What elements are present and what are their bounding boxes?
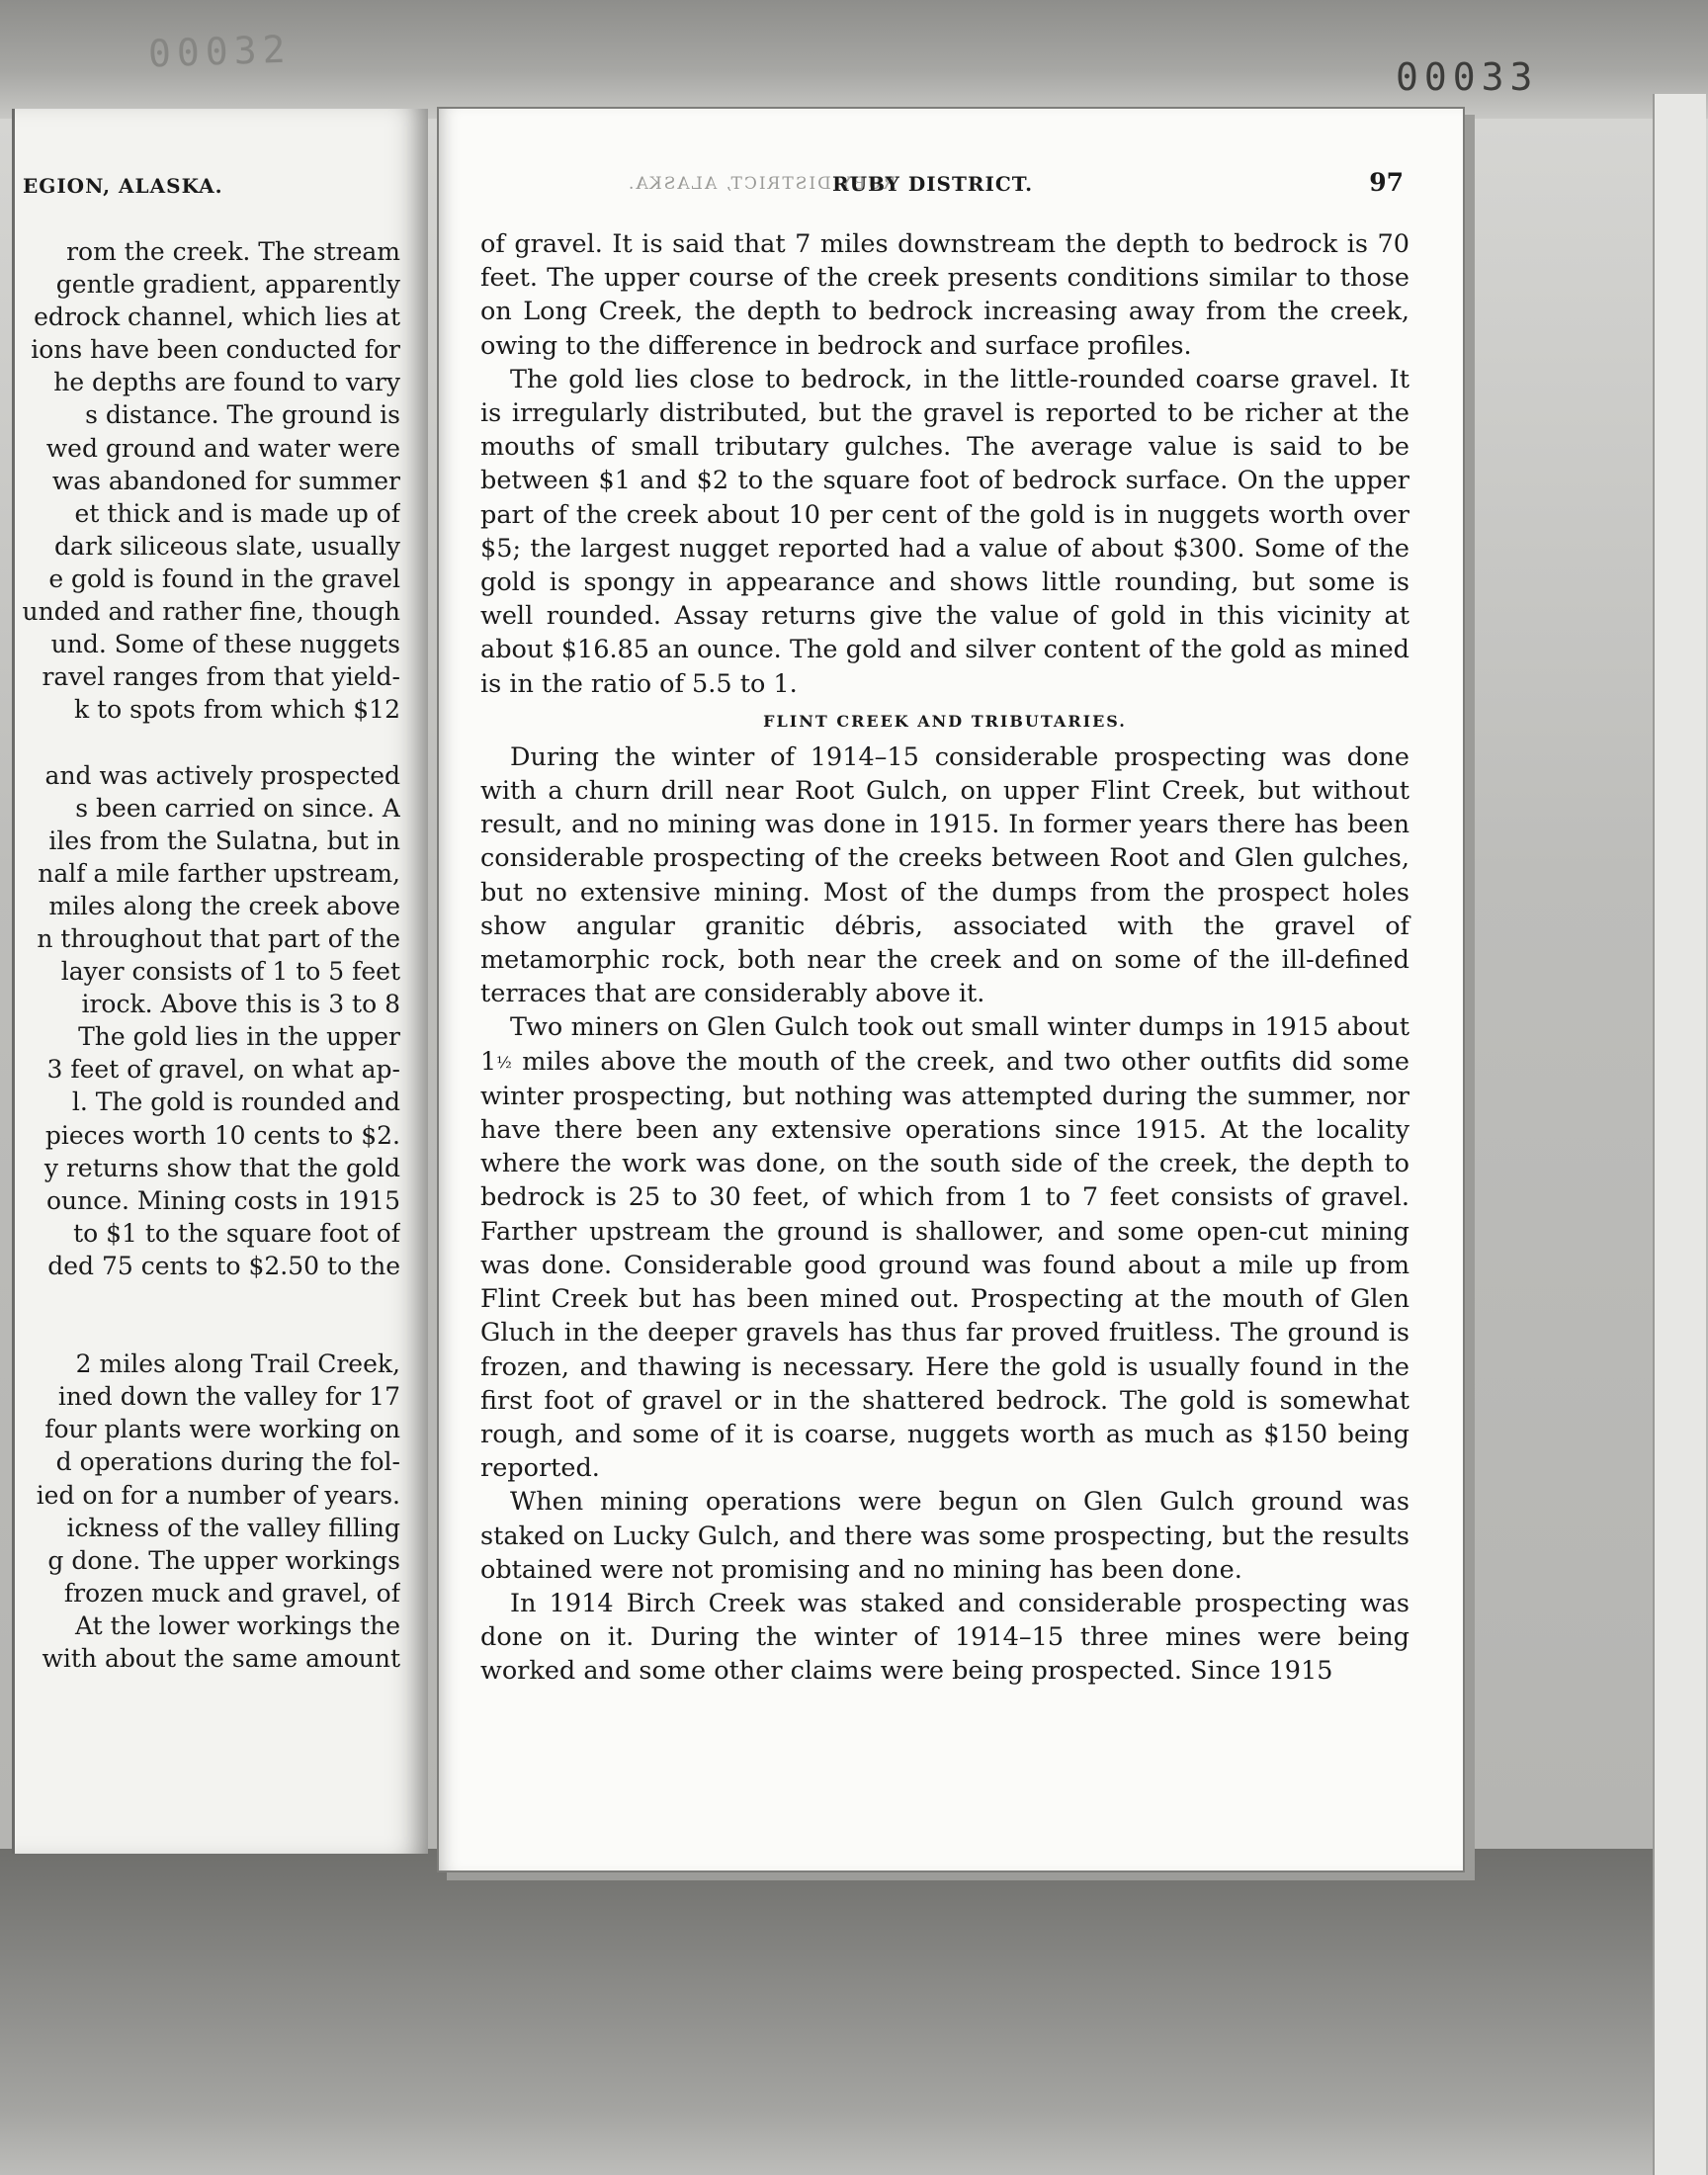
- left-page-line: ined down the valley for 17: [57, 1382, 400, 1412]
- running-head: RUBY DISTRICT.: [832, 172, 1034, 196]
- left-page-line: s distance. The ground is: [85, 400, 400, 430]
- left-page-line: The gold lies in the upper: [78, 1022, 400, 1052]
- left-page-line: miles along the creek above: [48, 891, 400, 920]
- left-page-line: s been carried on since. A: [75, 793, 400, 823]
- left-page-line: [15, 1282, 400, 1315]
- paragraph-text: miles above the mouth of the creek, and two other outfits did some winter prospecting, but nothing was attempted during the summer, nor have there been any extensive operations since 1915. At the locality where the work was done, on the south side of the creek, the depth to bedrock is 25 to 30 feet, of which from 1 to 7 feet consists of gravel. Farther upstream the ground is shallower, and some open-cut mining was done. Considerable good ground was found about a mile up from Flint Creek but has been mined out. Prospecting at the mouth of Glen Gluch in the deeper gravels has thus far proved fruitless. The ground is frozen, and thawing is necessary. Here the gold is usually found in the first foot of gravel or in the shattered bedrock. The gold is somewhat rough, and some of it is coarse, nuggets worth as much as $150 being reported.: [480, 1046, 1409, 1484]
- left-page-line: with about the same amount: [42, 1644, 400, 1674]
- left-page-text: [15, 235, 400, 1675]
- left-page-line: [15, 1315, 400, 1348]
- left-page-line: 3 feet of gravel, on what ap-: [46, 1055, 400, 1085]
- left-page-line: n throughout that part of the: [37, 923, 400, 953]
- left-page-line: e gold is found in the gravel: [48, 564, 400, 593]
- paragraph: [480, 1010, 1409, 1485]
- left-page-line: At the lower workings the: [74, 1610, 400, 1640]
- left-page-line: pieces worth 10 cents to $2.: [44, 1120, 400, 1150]
- left-page-line: and was actively prospected: [44, 760, 400, 790]
- left-page-line: iles from the Sulatna, but in: [48, 826, 400, 855]
- left-page-line: [15, 726, 400, 758]
- scan-right-strip: [1653, 94, 1706, 2175]
- scan-bottom-shadow: [0, 1849, 1670, 2175]
- left-page-line: was abandoned for summer: [51, 466, 400, 495]
- paragraph: The gold lies close to bedrock, in the little-rounded coarse gravel. It is irregularly distributed, but the gravel is reported to be richer at the mouths of small tributary gulches. The average value is said to be between $1 and $2 to the square foot of bedrock surface. On the upper part of the creek about 10 per cent of the gold is in nuggets worth over $5; the largest nugget reported had a value of about $300. Some of the gold is spongy in appearance and shows little rounding, but some is well rounded. Assay returns give the value of gold in this vicinity at about $16.85 an ounce. The gold and silver content of the gold as mined is in the ratio of 5.5 to 1.: [480, 364, 1409, 699]
- left-page-line: to $1 to the square foot of: [73, 1218, 400, 1248]
- left-page-line: y returns show that the gold: [43, 1153, 400, 1182]
- left-page-line: l. The gold is rounded and: [71, 1088, 400, 1117]
- right-page-header: [478, 170, 1404, 200]
- right-page: [437, 107, 1465, 1872]
- show-through-header: RUBY DISTRICT, ALASKA.: [627, 174, 897, 194]
- left-page-line: ickness of the valley filling: [66, 1513, 400, 1542]
- left-page-line: layer consists of 1 to 5 feet: [60, 957, 400, 987]
- left-page-line: und. Some of these nuggets: [50, 630, 400, 659]
- left-page-line: dark siliceous slate, usually: [53, 531, 400, 561]
- left-page-line: et thick and is made up of: [74, 498, 400, 528]
- left-page-line: 2 miles along Trail Creek,: [75, 1349, 400, 1379]
- left-page-line: irock. Above this is 3 to 8: [81, 990, 400, 1019]
- left-page-line: he depths are found to vary: [53, 368, 400, 397]
- left-page-line: ounce. Mining costs in 1915: [45, 1185, 400, 1215]
- paragraph: When mining operations were begun on Glen Gulch ground was staked on Lucky Gulch, and there was some prospecting, but the results obtained were not promising and no mining has been done.: [480, 1487, 1409, 1585]
- left-page-line: d operations during the fol-: [55, 1447, 400, 1477]
- paragraph: of gravel. It is said that 7 miles downstream the depth to bedrock is 70 feet. The upper course of the creek presents conditions similar to those on Long Creek, the depth to bedrock increasing away from the creek, owing to the difference in bedrock and surface profiles.: [480, 229, 1409, 361]
- left-page-line: frozen muck and gravel, of: [63, 1578, 400, 1608]
- right-page-body: [480, 227, 1409, 1689]
- page-stamp-left: 00032: [147, 27, 293, 76]
- left-page-line: gentle gradient, apparently: [55, 270, 400, 300]
- paragraph: During the winter of 1914–15 considerable prospecting was done with a churn drill near Root Gulch, on upper Flint Creek, but without result, and no mining was done in 1915. In former years there has been considerable prospecting of the creeks between Root and Glen gulches, but no extensive mining. Most of the dumps from the prospect holes show angular granitic débris, associated with the gravel of metamorphic rock, both near the creek and on some of the ill-defined terraces that are considerably above it.: [480, 741, 1409, 1009]
- left-page-line: ded 75 cents to $2.50 to the: [47, 1251, 400, 1280]
- page-stamp-right: 00033: [1396, 55, 1539, 99]
- left-page-line: four plants were working on: [44, 1415, 400, 1444]
- left-page-line: wed ground and water were: [45, 433, 400, 463]
- left-page-line: ravel ranges from that yield-: [42, 662, 400, 692]
- left-running-head: EGION, ALASKA.: [23, 174, 223, 198]
- left-page-line: rom the creek. The stream: [66, 237, 400, 266]
- page-number: 97: [1369, 168, 1404, 197]
- left-page-line: g done. The upper workings: [47, 1545, 400, 1575]
- left-page-line: edrock channel, which lies at: [34, 303, 400, 332]
- fraction-half: ½: [496, 1052, 512, 1072]
- left-page-line: nalf a mile farther upstream,: [38, 858, 400, 888]
- paragraph-text: Two miners on Glen Gulch took out small winter dumps in 1915 about 1: [480, 1012, 1409, 1077]
- section-heading: FLINT CREEK AND TRIBUTARIES.: [763, 711, 1127, 731]
- left-page-line: unded and rather fine, though: [22, 597, 400, 627]
- left-page-line: k to spots from which $12: [73, 695, 400, 725]
- left-page: [12, 109, 428, 1854]
- left-page-line: ied on for a number of years.: [36, 1480, 400, 1510]
- paragraph: In 1914 Birch Creek was staked and considerable prospecting was done on it. During the winter of 1914–15 three mines were being worked and some other claims were being prospected. Since 1915: [480, 1588, 1409, 1687]
- left-page-line: ions have been conducted for: [31, 335, 400, 365]
